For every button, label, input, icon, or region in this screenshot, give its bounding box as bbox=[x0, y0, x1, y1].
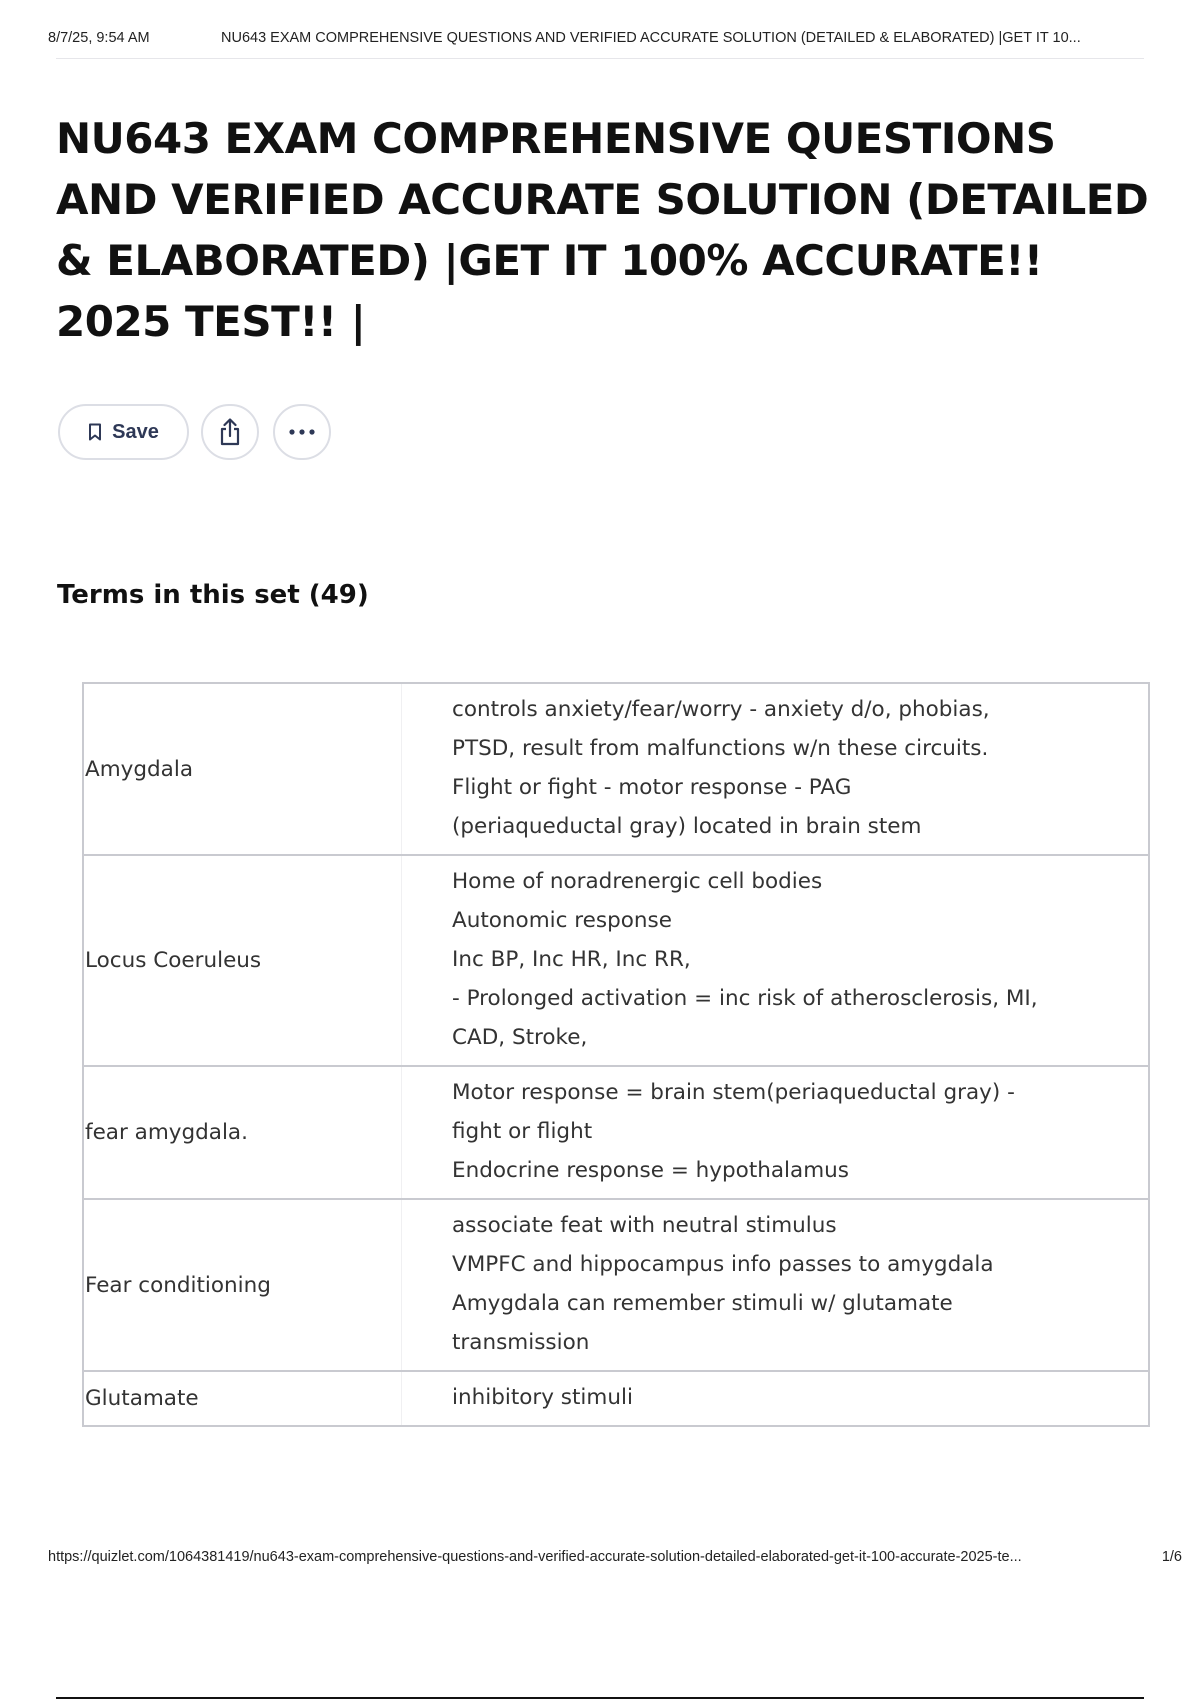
page-url: https://quizlet.com/1064381419/nu643-exam-comprehensive-questions-and-verified-accurate-solution-detailed-elaborated-get-it-100-accurate-2025-te... bbox=[48, 1549, 1022, 1565]
header-divider bbox=[56, 58, 1144, 59]
definition-line: VMPFC and hippocampus info passes to amygdala bbox=[452, 1252, 994, 1277]
term-cell: Locus Coeruleus bbox=[84, 856, 402, 1065]
definition-line: Home of noradrenergic cell bodies bbox=[452, 869, 823, 894]
definition-line: Autonomic response bbox=[452, 908, 672, 933]
share-button[interactable] bbox=[201, 404, 259, 460]
table-row bbox=[84, 684, 1148, 854]
table-row bbox=[84, 1198, 1148, 1370]
term-cell: Amygdala bbox=[84, 684, 402, 854]
definition-line: (periaqueductal gray) located in brain stem bbox=[452, 814, 922, 839]
save-label: Save bbox=[112, 420, 159, 443]
print-date: 8/7/25, 9:54 AM bbox=[48, 30, 150, 46]
page-number: 1/6 bbox=[1161, 1549, 1182, 1565]
definition-line: transmission bbox=[452, 1330, 590, 1355]
table-row bbox=[84, 1065, 1148, 1198]
share-icon bbox=[217, 418, 243, 446]
definition-cell bbox=[402, 1067, 1148, 1198]
bookmark-icon bbox=[88, 423, 102, 441]
definition-cell bbox=[402, 1200, 1148, 1370]
definition-line: Amygdala can remember stimuli w/ glutamate bbox=[452, 1291, 953, 1316]
table-row bbox=[84, 854, 1148, 1065]
definition-line: associate feat with neutral stimulus bbox=[452, 1213, 837, 1238]
print-doc-title: NU643 EXAM COMPREHENSIVE QUESTIONS AND VERIFIED ACCURATE SOLUTION (DETAILED & ELABORATED) |GET IT 10... bbox=[221, 30, 1081, 46]
term-cell: Fear conditioning bbox=[84, 1200, 402, 1370]
definition-line: - Prolonged activation = inc risk of atherosclerosis, MI, bbox=[452, 986, 1038, 1011]
definition-line: Inc BP, Inc HR, Inc RR, bbox=[452, 947, 691, 972]
definition-line: CAD, Stroke, bbox=[452, 1025, 588, 1050]
definition-cell bbox=[402, 856, 1148, 1065]
terms-heading: Terms in this set (49) bbox=[57, 580, 369, 610]
page-title: NU643 EXAM COMPREHENSIVE QUESTIONS AND VERIFIED ACCURATE SOLUTION (DETAILED & ELABORATED) |GET IT 100% ACCURATE!! 2025 TEST!! | bbox=[56, 114, 1149, 346]
terms-table bbox=[82, 682, 1150, 1427]
definition-line: PTSD, result from malfunctions w/n these circuits. bbox=[452, 736, 989, 761]
more-options-icon bbox=[289, 429, 315, 435]
bottom-divider bbox=[56, 1697, 1144, 1699]
definition-line: Flight or fight - motor response - PAG bbox=[452, 775, 852, 800]
term-cell: fear amygdala. bbox=[84, 1067, 402, 1198]
definition-line: controls anxiety/fear/worry - anxiety d/o, phobias, bbox=[452, 697, 990, 722]
definition-line: Endocrine response = hypothalamus bbox=[452, 1158, 849, 1183]
definition-cell bbox=[402, 684, 1148, 854]
definition-line: Motor response = brain stem(periaqueductal gray) - bbox=[452, 1080, 1015, 1105]
term-cell: Glutamate bbox=[84, 1372, 402, 1425]
definition-line: inhibitory stimuli bbox=[452, 1385, 633, 1410]
table-row bbox=[84, 1370, 1148, 1425]
more-options-button[interactable] bbox=[273, 404, 331, 460]
definition-cell bbox=[402, 1372, 1148, 1425]
definition-line: fight or flight bbox=[452, 1119, 593, 1144]
save-button[interactable] bbox=[58, 404, 189, 460]
